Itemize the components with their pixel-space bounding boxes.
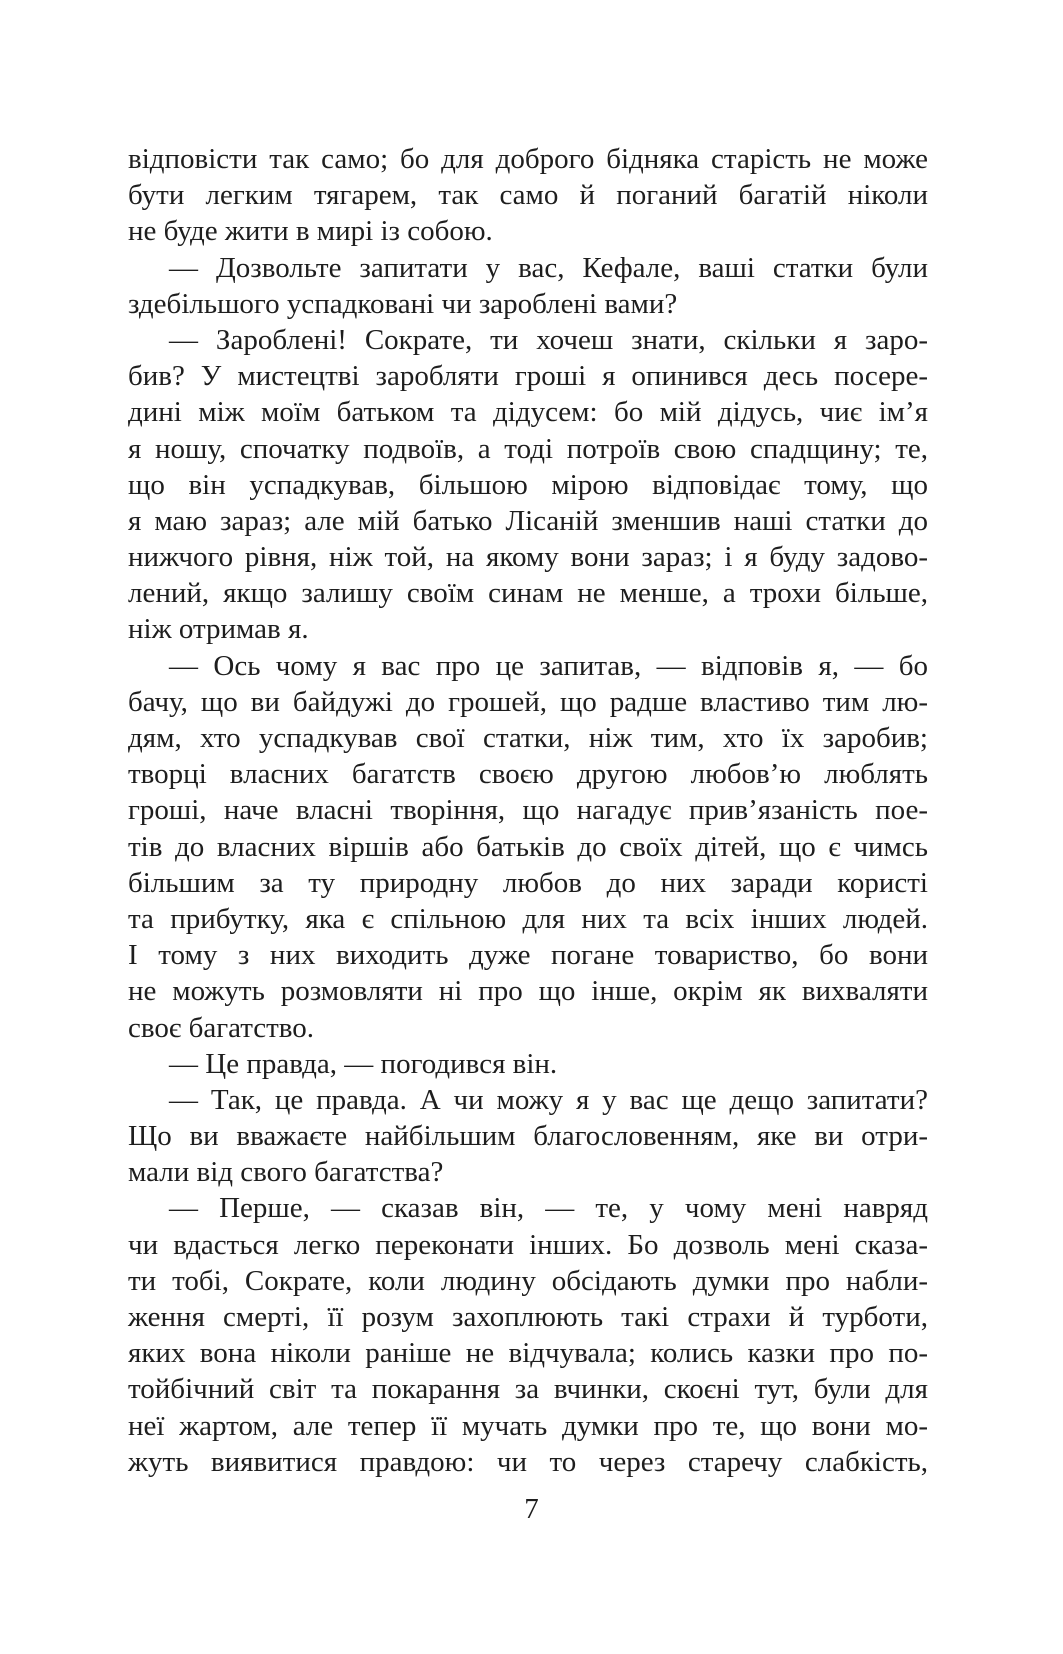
text-line: більшим за ту природну любов до них заради користі bbox=[128, 866, 928, 899]
text-line: — Так, це правда. А чи можу я у вас ще дещо запитати? bbox=[169, 1083, 928, 1116]
text-line: бути легким тягарем, так само й поганий багатій ніколи bbox=[128, 179, 928, 212]
text-line: мали від свого багатства? bbox=[128, 1156, 444, 1189]
text-line: Що ви вважаєте найбільшим благословенням, яке ви отри- bbox=[128, 1120, 928, 1153]
text-line: що він успадкував, більшою мірою відповідає тому, що bbox=[128, 468, 928, 501]
text-line: здебільшого успадковані чи зароблені вами? bbox=[128, 287, 678, 320]
text-line: неї жартом, але тепер її мучать думки про те, що вони мо- bbox=[128, 1409, 928, 1442]
text-line: ти тобі, Сократе, коли людину обсідають думки про набли- bbox=[128, 1264, 928, 1297]
text-line: гроші, наче власні творіння, що нагадує прив’язаність пое- bbox=[128, 794, 928, 827]
text-line: лений, якщо залишу своїм синам не менше, а трохи більше, bbox=[128, 577, 928, 610]
text-line: — Це правда, — погодився він. bbox=[169, 1047, 558, 1080]
text-line: відповісти так само; бо для доброго бідняка старість не може bbox=[128, 143, 928, 175]
text-line: — Перше, — сказав він, — те, у чому мені навряд bbox=[169, 1192, 928, 1225]
text-line: дині між моїм батьком та дідусем: бо мій дідусь, чиє ім’я bbox=[128, 396, 928, 429]
text-line: тойбічний світ та покарання за вчинки, скоєні тут, були для bbox=[128, 1373, 928, 1406]
text-line: бачу, що ви байдужі до грошей, що радше властиво тим лю- bbox=[128, 685, 928, 718]
text-line: І тому з них виходить дуже погане товариство, бо вони bbox=[128, 939, 928, 972]
page-number: 7 bbox=[524, 1493, 539, 1525]
text-line: тів до власних віршів або батьків до своїх дітей, що є чимсь bbox=[128, 830, 928, 863]
text-line: бив? У мистецтві заробляти гроші я опинився десь посере- bbox=[128, 360, 928, 393]
text-line: — Дозвольте запитати у вас, Кефале, ваші статки були bbox=[169, 251, 928, 284]
text-line: жуть виявитися правдою: чи то через старечу слабкість, bbox=[128, 1445, 928, 1478]
text-line: дям, хто успадкував свої статки, ніж тим, хто їх заробив; bbox=[128, 722, 928, 754]
text-line: — Ось чому я вас про це запитав, — відповів я, — бо bbox=[169, 649, 928, 682]
body-text bbox=[128, 141, 928, 1480]
text-line: ження смерті, її розум захоплюють такі страхи й турботи, bbox=[128, 1301, 928, 1333]
text-line: своє багатство. bbox=[128, 1011, 315, 1044]
text-line: та прибутку, яка є спільною для них та всіх інших людей. bbox=[128, 902, 928, 935]
text-line: не буде жити в мирі із собою. bbox=[128, 215, 493, 248]
text-line: я маю зараз; але мій батько Лісаній зменшив наші статки до bbox=[128, 504, 928, 537]
text-line: творці власних багатств своєю другою любов’ю люблять bbox=[128, 758, 928, 791]
text-line: нижчого рівня, ніж той, на якому вони зараз; і я буду задово- bbox=[128, 541, 928, 574]
text-line: я ношу, спочатку подвоїв, а тоді потроїв свою спадщину; те, bbox=[128, 432, 928, 465]
text-line: чи вдасться легко переконати інших. Бо дозволь мені сказа- bbox=[128, 1228, 928, 1261]
text-line: ніж отримав я. bbox=[128, 613, 309, 646]
text-line: не можуть розмовляти ні про що інше, окрім як вихваляти bbox=[128, 975, 928, 1008]
text-line: яких вона ніколи раніше не відчувала; колись казки про по- bbox=[128, 1337, 928, 1370]
text-line: — Зароблені! Сократе, ти хочеш знати, скільки я заро- bbox=[169, 323, 928, 356]
